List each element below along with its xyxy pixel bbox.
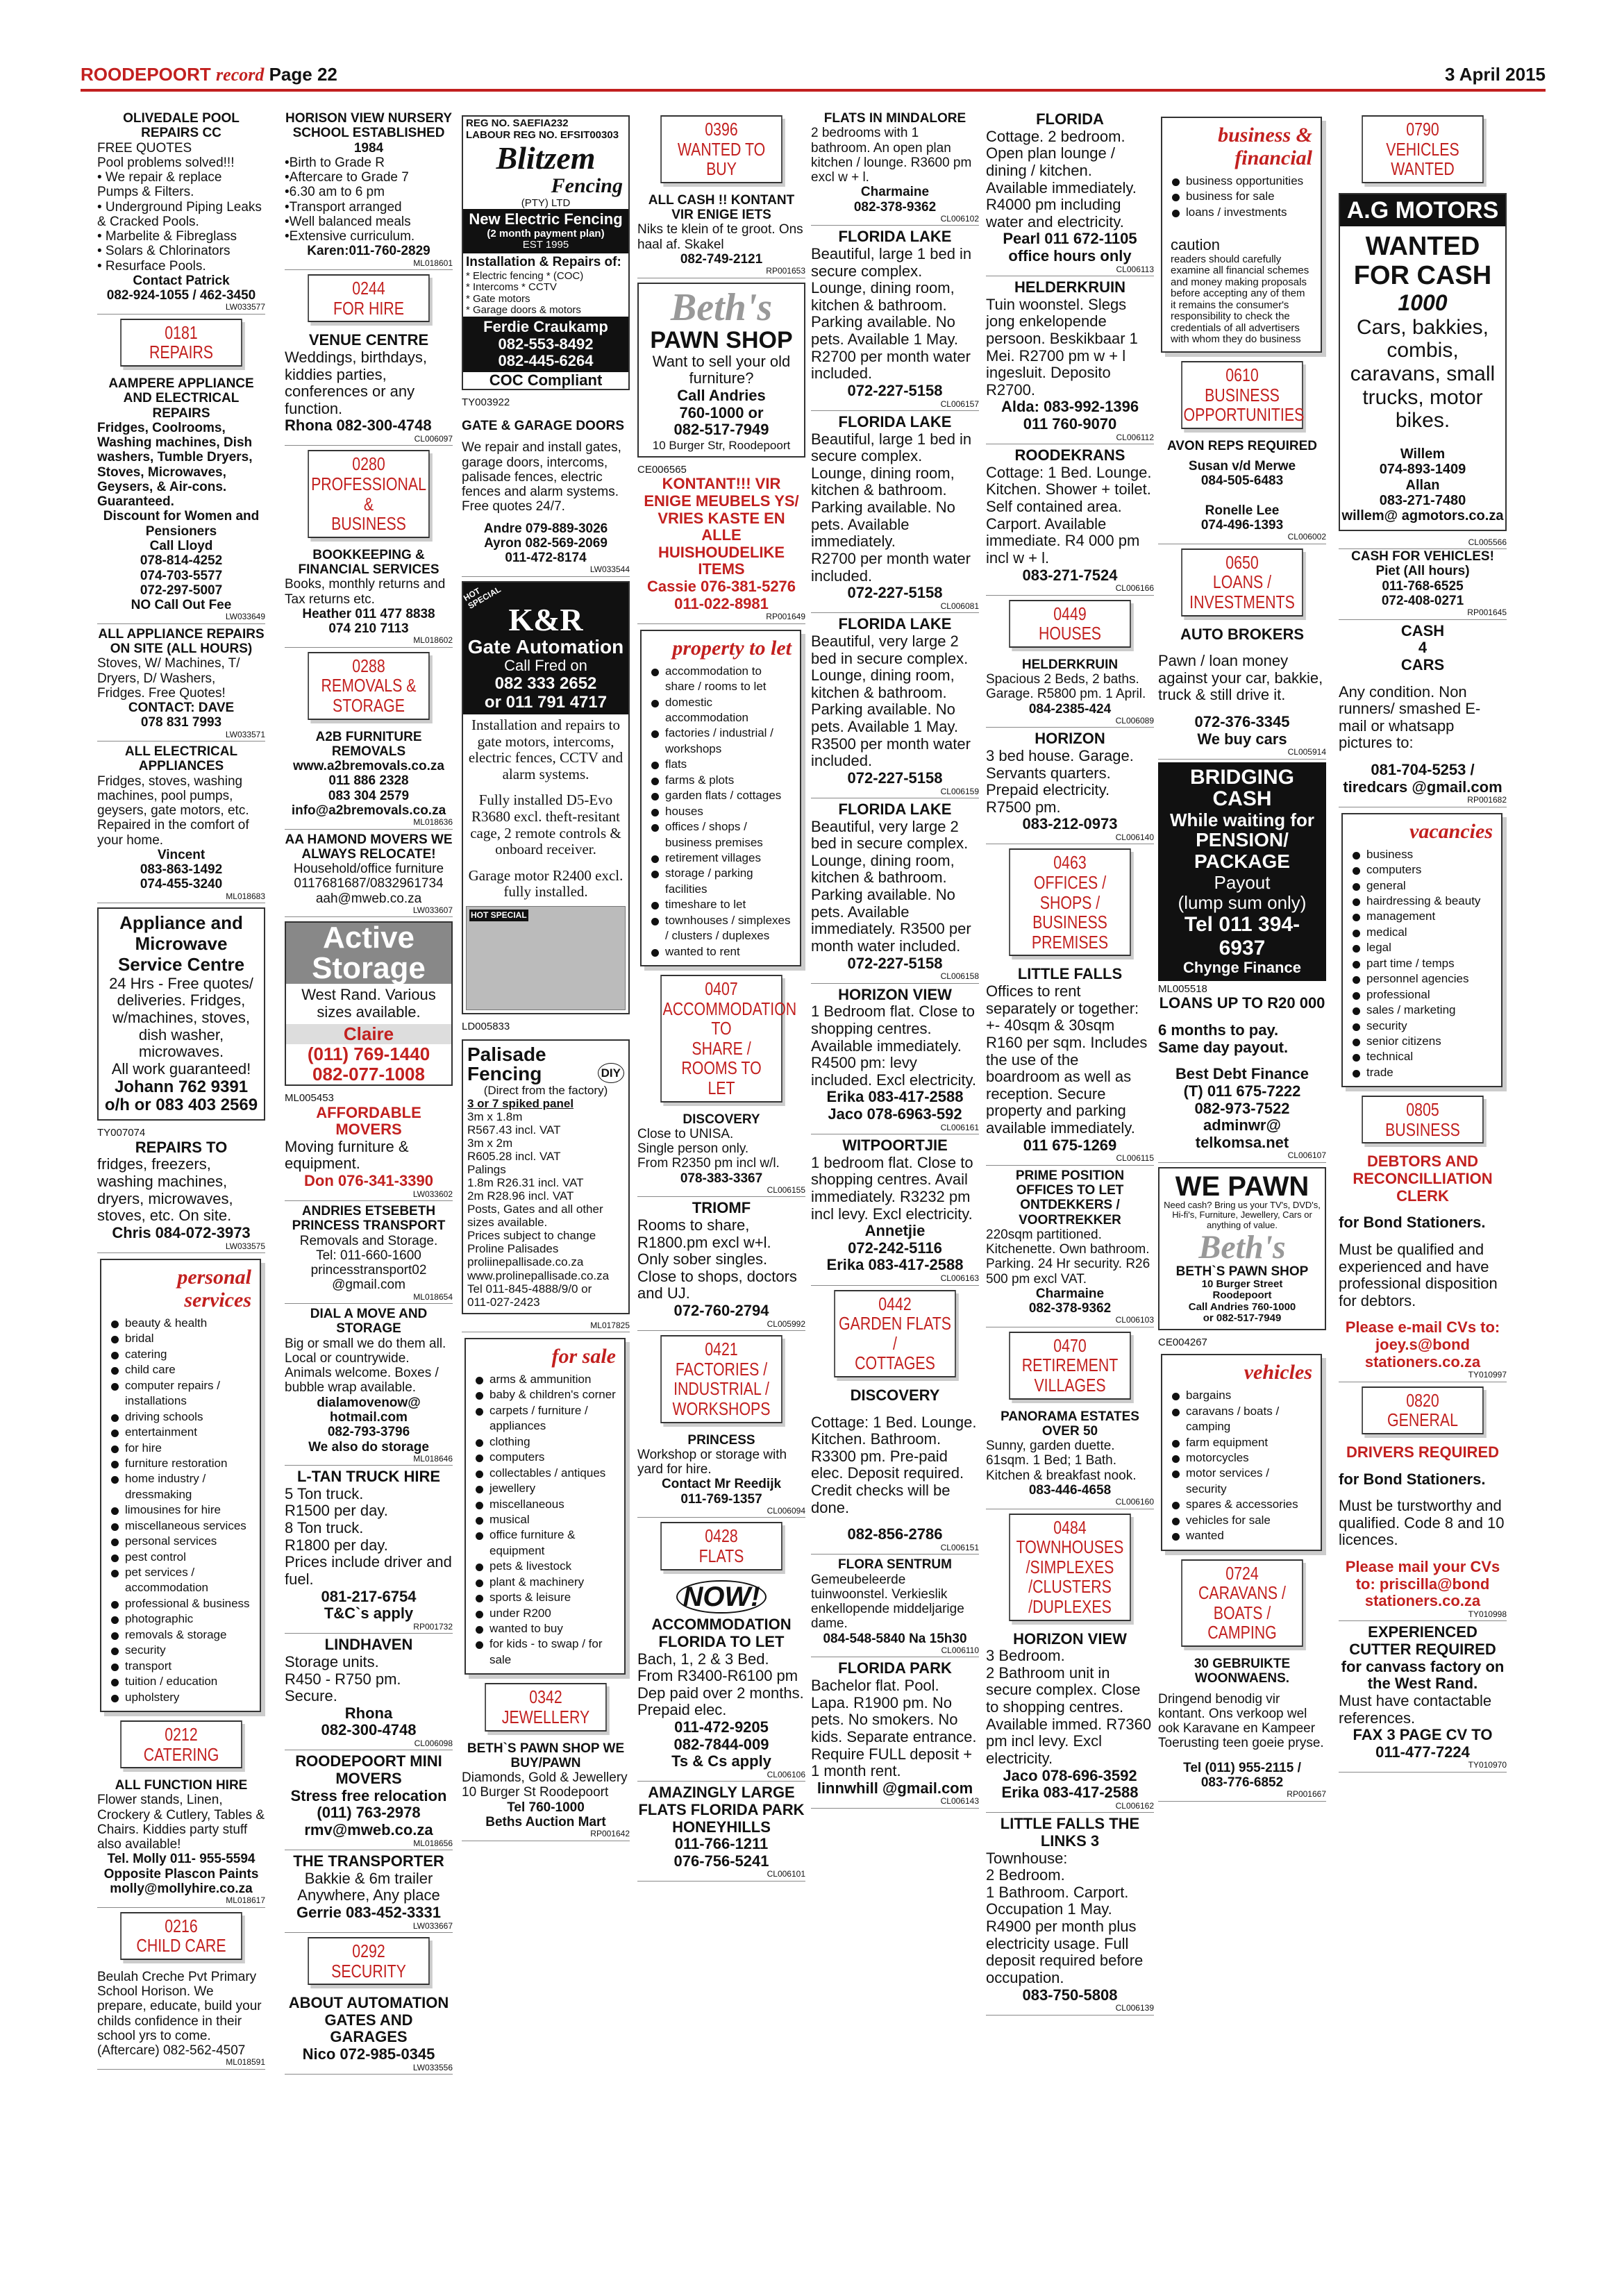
- list-item: motorcycles: [1171, 1450, 1312, 1466]
- price-line: 011-027-2423: [467, 1295, 540, 1309]
- price-line: 1.8m R26.31 incl. VAT: [467, 1176, 584, 1190]
- ad-discovery-cottage: DISCOVERY Cottage: 1 Bed. Lounge. Kitchen. Bathroom. R3300 pm. Pre-paid elec. Deposit required. Credit checks will be done. 082-856-2786 CL006151: [811, 1387, 979, 1555]
- price-line: Proline Palisades: [467, 1242, 559, 1256]
- ad-horizon-view-flat: HORIZON VIEW 1 Bedroom flat. Close to shopping centres. Available immediately. R4500 pm: levy included. Excl electricity. Erika 083-417-2588 Jaco 078-6963-592 CL006161: [811, 987, 979, 1134]
- ad-active-storage: Active Storage West Rand. Various sizes available. Claire (011) 769-1440 082-077-1008: [285, 921, 453, 1086]
- price-line: Posts, Gates and all other sizes available.: [467, 1203, 603, 1230]
- column-4: [637, 111, 805, 1884]
- list-item: miscellaneous services: [110, 1518, 251, 1534]
- list-item: houses: [650, 804, 792, 819]
- ad-venue-centre: VENUE CENTRE Weddings, birthdays, kiddies parties, conferences or any function. Rhona 082-300-4748 CL006097: [285, 332, 453, 446]
- ad-bridging-cash: BRIDGING CASH While waiting for PENSION/ PACKAGE Payout (lump sum only) Tel 011 394-6937 Chynge Finance: [1158, 762, 1326, 981]
- gate-motor-image: HOT SPECIAL: [466, 906, 626, 1010]
- category-professional-business: 0280 PROFESSIONAL & BUSINESS: [308, 450, 429, 537]
- ad-dial-a-move: DIAL A MOVE AND STORAGE Big or small we do them all. Local or countrywide. Animals welcome. Boxes / bubble wrap available. dialamovenow@ hotmail.com 082-793-3796 We also do storage ML018646: [285, 1307, 453, 1466]
- blitzem-logo: Blitzem: [496, 140, 596, 176]
- list-item: factories / industrial / workshops: [650, 726, 792, 757]
- ad-flats-mindalore: FLATS IN MINDALORE 2 bedrooms with 1 bathroom. An open plan kitchen / lounge. R3600 pm excl w + l. Charmaine 082-378-9362 CL006102: [811, 111, 979, 226]
- ad-olivedale-pool: OLIVEDALE POOL REPAIRS CC FREE QUOTES Pool problems solved!!! • We repair & replace Pumps & Filters. • Underground Piping Leaks & Cracked Pools. • Marbelite & Fibreglass • Solars & Chlorinators • Resurface Pools. Contact Patrick 082-924-1055 / 462-3450 LW033577: [97, 111, 265, 315]
- list-item: catering: [110, 1347, 251, 1362]
- issue-date: 3 April 2015: [1444, 64, 1546, 85]
- price-line: www.prolinepallisade.co.za: [467, 1268, 610, 1282]
- category-flats: 0428 FLATS: [660, 1522, 782, 1570]
- column-5: [811, 111, 979, 1811]
- list-item: townhouses / simplexes / clusters / duplexes: [650, 913, 792, 944]
- ad-blitzem-fencing: REG NO. SAEFIA232 LABOUR REG NO. EFSIT00303 Blitzem Fencing (PTY) LTD New Electric Fencing (2 month payment plan) EST 1995 Installation & Repairs of: * Electric fencing * (COC) * Intercoms * CCTV * Gate motors * Garage doors & motors Ferdie Craukamp 082-553-8492 082-445-6264 COC Compliant: [462, 115, 630, 390]
- category-jewellery: 0342 JEWELLERY: [485, 1683, 606, 1731]
- category-accommodation-to-share: 0407 ACCOMMODATION TO SHARE / ROOMS TO LET: [660, 975, 782, 1103]
- list-item: sales / marketing: [1351, 1003, 1493, 1018]
- ad-roodepoort-mini-movers: ROODEPOORT MINI MOVERS Stress free relocation (011) 763-2978 rmv@mweb.co.za ML018656: [285, 1753, 453, 1850]
- list-item: vehicles for sale: [1171, 1513, 1312, 1528]
- list-item: pets & livestock: [474, 1559, 616, 1574]
- list-item: farm equipment: [1171, 1435, 1312, 1450]
- ad-kontant: KONTANT!!! VIR ENIGE MEUBELS YS/ VRIES KASTE EN ALLE HUISHOUDELIKE ITEMS Cassie 076-381-5276 011-022-8981 RP001649: [637, 476, 805, 623]
- ad-horizon-view-unit: HORIZON VIEW 3 Bedroom. 2 Bathroom unit in secure complex. Close to shopping centres. Available immed. R7360 pm incl levy. Excl electricity. Jaco 078-696-3592 Erika 083-417-2588 CL006162: [986, 1631, 1154, 1813]
- list-item: security: [1351, 1019, 1493, 1034]
- column-8: [1339, 111, 1507, 1775]
- section-personal-services: personal services beauty & health bridal catering child care computer repairs / installations driving schools entertainment for hire furniture restoration home industry / dressmaking limousines for hire miscellaneous services personal services pest control pet services / accommodation professional & business photographic removals & storage security transport tuition / education upholstery: [100, 1259, 261, 1712]
- list-item: storage / parking facilities: [650, 866, 792, 897]
- list-item: plant & machinery: [474, 1575, 616, 1590]
- service-line: * Gate motors: [466, 292, 530, 305]
- property-to-let-list: [650, 664, 792, 960]
- price-line: Palings: [467, 1163, 506, 1177]
- list-item: medical: [1351, 925, 1493, 940]
- ad-kr-gate-automation: HOT SPECIAL K&R Gate Automation Call Fred on 082 333 2652 or 011 791 4717 Installation and repairs to gate motors, intercoms, electric fences, CCTV and alarm systems. Fully installed D5-Evo R3680 excl. theft-resitant cage, 2 remote controls & onboard receiver. Garage motor R2400 excl. fully installed. HOT SPECIAL: [462, 581, 630, 1014]
- list-item: timeshare to let: [650, 897, 792, 912]
- list-item: clothing: [474, 1434, 616, 1450]
- ad-debtors-clerk: DEBTORS AND RECONCILLIATION CLERK for Bond Stationers. Must be qualified and experienced and have professional disposition for debtors. Please e-mail CVs to: joey.s@bond stationers.co.za TY010997: [1339, 1153, 1507, 1382]
- list-item: personnel agencies: [1351, 971, 1493, 987]
- category-removals-storage: 0288 REMOVALS & STORAGE: [308, 652, 429, 720]
- list-item: collectables / antiques: [474, 1466, 616, 1481]
- list-item: motor services / security: [1171, 1466, 1312, 1497]
- list-item: miscellaneous: [474, 1497, 616, 1512]
- list-item: retirement villages: [650, 850, 792, 866]
- list-item: furniture restoration: [110, 1456, 251, 1471]
- list-item: office furniture & equipment: [474, 1527, 616, 1559]
- ad-affordable-movers: AFFORDABLE MOVERS Moving furniture & equipment. Don 076-341-3390 LW033602: [285, 1105, 453, 1202]
- beths-logo: Beth's: [1198, 1228, 1286, 1266]
- ad-palisade-fencing: Palisade Fencing DIY (Direct from the factory) 3 or 7 spiked panel 3m x 1.8m R567.43 incl. VAT 3m x 2m R605.28 incl. VAT Palings 1.8m R26.31 incl. VAT 2m R28.96 incl. VAT Posts, Gates and all other sizes available. Prices subject to change Proline Palisades proliinepallisade.co.za www.prolinepallisade.co.za Tel 011-845-4888/9/0 or 011-027-2423: [462, 1039, 630, 1314]
- palisade-prices: [467, 1110, 624, 1308]
- ad-cash-for-vehicles: CASH FOR VEHICLES! Piet (All hours) 011-768-6525 072-408-0271 RP001645: [1339, 549, 1507, 620]
- ad-we-pawn: WE PAWN Need cash? Bring us your TV's, DVD's, Hi-fi's, Furniture, Jewellery, Cars or anything of value. Beth's BETH`S PAWN SHOP 10 Burger Street Roodepoort Call Andries 760-1000 or 082-517-7949: [1158, 1167, 1326, 1330]
- list-item: tuition / education: [110, 1674, 251, 1689]
- list-item: computer repairs / installations: [110, 1378, 251, 1409]
- list-item: bridal: [110, 1331, 251, 1346]
- blitzem-services: [463, 271, 628, 317]
- list-item: wanted: [1171, 1528, 1312, 1543]
- list-item: beauty & health: [110, 1316, 251, 1331]
- list-item: hairdressing & beauty: [1351, 894, 1493, 909]
- list-item: farms & plots: [650, 773, 792, 788]
- ad-experienced-cutter: EXPERIENCED CUTTER REQUIRED for canvass factory on the West Rand. Must have contactable references. FAX 3 PAGE CV TO 011-477-7224 TY010970: [1339, 1624, 1507, 1772]
- ad-panorama-estates: PANORAMA ESTATES OVER 50 Sunny, garden duette. 61sqm. 1 Bed; 1 Bath. Kitchen & breakfast nook. 083-446-4658 CL006160: [986, 1409, 1154, 1509]
- masthead: ROODEPOORT record Page 22: [81, 64, 337, 85]
- category-security: 0292 SECURITY: [308, 1937, 429, 1985]
- price-line: Prices subject to change: [467, 1229, 596, 1243]
- category-business-opportunities: 0610 BUSINESS OPPORTUNITIES: [1181, 361, 1303, 429]
- ad-florida-lake-2: FLORIDA LAKE Beautiful, large 1 bed in secure complex. Lounge, dining room, kitchen & bathroom. Parking available. No pets. Available immediately. R2700 per month water included. 072-227-5158 CL006081: [811, 414, 979, 613]
- list-item: jewellery: [474, 1481, 616, 1496]
- ad-bookkeeping: BOOKKEEPING & FINANCIAL SERVICES Books, monthly returns and Tax returns etc. Heather 011 477 8838 074 210 7113 ML018602: [285, 548, 453, 648]
- ad-triomf: TRIOMF Rooms to share, R1800.pm excl w+l. Only sober singles. Close to shops, doctors and UJ. 072-760-2794 CL005992: [637, 1200, 805, 1331]
- ad-florida-lake-1: FLORIDA LAKE Beautiful, large 1 bed in secure complex. Lounge, dining room, kitchen & bathroom. Parking available. No pets. Available 1 May. R2700 per month water included. 072-227-5158 CL006157: [811, 228, 979, 411]
- list-item: transport: [110, 1659, 251, 1674]
- ref: ML005518: [1158, 982, 1207, 995]
- list-item: business for sale: [1171, 189, 1312, 204]
- ad-all-electrical: ALL ELECTRICAL APPLIANCES Fridges, stoves, washing machines, pool pumps, geysers, gate motors, etc. Repaired in the comfort of your home. Vincent 083-863-1492 074-455-3240 ML018683: [97, 744, 265, 903]
- category-loans-investments: 0650 LOANS / INVESTMENTS: [1181, 548, 1303, 617]
- list-item: pet services / accommodation: [110, 1565, 251, 1596]
- list-item: part time / temps: [1351, 956, 1493, 971]
- list-item: spares & accessories: [1171, 1497, 1312, 1512]
- ad-princess-workshop: PRINCESS Workshop or storage with yard for hire. Contact Mr Reedijk 011-769-1357 CL006094: [637, 1433, 805, 1518]
- column-6: [986, 111, 1154, 2018]
- list-item: photographic: [110, 1611, 251, 1627]
- list-item: under R200: [474, 1606, 616, 1621]
- ad-roodekrans: ROODEKRANS Cottage: 1 Bed. Lounge. Kitchen. Shower + toilet. Self contained area. Carport. Available immediate. R4 000 pm incl w + l. 083-271-7524 CL006166: [986, 447, 1154, 595]
- list-item: driving schools: [110, 1409, 251, 1425]
- list-item: flats: [650, 757, 792, 772]
- list-item: home industry / dressmaking: [110, 1471, 251, 1502]
- ad-prime-position: PRIME POSITION OFFICES TO LET ONTDEKKERS / VOORTREKKER 220sqm partitioned. Kitchenette. Own bathroom. Parking. 24 Hr security. R26 500 pm excl VAT. Charmaine 082-378-9362 CL006103: [986, 1168, 1154, 1327]
- list-item: offices / shops / business premises: [650, 819, 792, 850]
- list-item: computers: [474, 1450, 616, 1465]
- service-line: * Garage doors & motors: [466, 304, 581, 317]
- ref: LD005833: [462, 1020, 510, 1032]
- category-general: 0820 GENERAL: [1362, 1386, 1483, 1434]
- ad-loans-up-to: LOANS UP TO R20 000 6 months to pay. Same day payout. Best Debt Finance (T) 011 675-7222 082-973-7522 adminwr@ telkomsa.net CL006107: [1158, 995, 1326, 1162]
- ad-repairs-to: REPAIRS TO fridges, freezers, washing machines, dryers, microwaves, stoves, etc. On site. Chris 084-072-3973 LW033575: [97, 1139, 265, 1253]
- list-item: computers: [1351, 862, 1493, 878]
- ad-amazingly-large-flats: AMAZINGLY LARGE FLATS FLORIDA PARK HONEYHILLS 011-766-1211 076-756-5241 CL006101: [637, 1784, 805, 1882]
- ref: TY007074: [97, 1127, 146, 1139]
- list-item: general: [1351, 878, 1493, 894]
- list-item: loans / investments: [1171, 205, 1312, 220]
- ad-avon-reps: AVON REPS REQUIRED Susan v/d Merwe 084-505-6483 Ronelle Lee 074-496-1393 CL006002: [1158, 439, 1326, 544]
- column-3: [462, 111, 630, 1844]
- ad-ag-motors: A.G MOTORS WANTED FOR CASH 1000 Cars, bakkies, combis, caravans, small trucks, motor bikes. Willem 074-893-1409 Allan 083-271-7480 willem@ agmotors.co.za: [1339, 193, 1507, 531]
- list-item: trade: [1351, 1065, 1493, 1080]
- list-item: domestic accommodation: [650, 695, 792, 726]
- ad-princess-transport: ANDRIES ETSEBETH PRINCESS TRANSPORT Removals and Storage. Tel: 011-660-1600 princesstransport02 @gmail.com ML018654: [285, 1204, 453, 1304]
- header-rule: [81, 89, 1546, 92]
- category-vehicles-wanted: 0790 VEHICLES WANTED: [1362, 115, 1483, 183]
- list-item: wanted to buy: [474, 1621, 616, 1636]
- category-factories: 0421 FACTORIES / INDUSTRIAL / WORKSHOPS: [660, 1335, 782, 1423]
- list-item: upholstery: [110, 1690, 251, 1705]
- section-vacancies: vacancies business computers general hairdressing & beauty management medical legal part time / temps personnel agencies professional sales / marketing security senior citizens technical trade: [1341, 813, 1502, 1088]
- category-wanted-to-buy: 0396 WANTED TO BUY: [660, 115, 782, 183]
- list-item: for hire: [110, 1441, 251, 1456]
- category-repairs: 0181 REPAIRS: [120, 319, 242, 367]
- active-storage-logo: Active Storage: [286, 923, 451, 984]
- list-item: personal services: [110, 1534, 251, 1549]
- ad-flora-sentrum: FLORA SENTRUM Gemeubeleerde tuinwoonstel. Verkieslik enkellopende middeljarige dame. 084-548-5840 Na 15h30 CL006110: [811, 1557, 979, 1657]
- for-sale-list: [474, 1372, 616, 1668]
- ref: TY003922: [462, 396, 510, 409]
- ad-helderkruin-house: HELDERKRUIN Spacious 2 Beds, 2 baths. Garage. R5800 pm. 1 April. 084-2385-424 CL006089: [986, 657, 1154, 728]
- ad-horizon-house: HORIZON 3 bed house. Garage. Servants quarters. Prepaid electricity. R7500 pm. 083-212-0973 CL006140: [986, 730, 1154, 844]
- list-item: business: [1351, 847, 1493, 862]
- price-line: 3m x 1.8m: [467, 1110, 523, 1124]
- ad-gebruikte-woonwaens: 30 GEBRUIKTE WOONWAENS. Dringend benodig vir kontant. Ons verkoop wel ook Karavane en Kampeer Toerusting teen goeie pryse. Tel (011) 955-2115 / 083-776-6852 RP001667: [1158, 1657, 1326, 1802]
- category-business: 0805 BUSINESS: [1362, 1096, 1483, 1143]
- ad-lindhaven: LINDHAVEN Storage units. R450 - R750 pm. Secure. Rhona 082-300-4748 CL006098: [285, 1636, 453, 1750]
- section-business-financial: business & financial business opportunities business for sale loans / investments caution readers should carefully examine all financial schemes and money making proposals before accepting any of them it remains the consumer's responsibility to check the credentials of all advertisers with whom they do business: [1161, 117, 1322, 353]
- ad-horison-nursery: HORISON VIEW NURSERY SCHOOL ESTABLISHED 1984 •Birth to Grade R •Aftercare to Grade 7 •6.30 am to 6 pm •Transport arranged •Well balanced meals •Extensive curriculum. Karen:011-760-2829 ML018601: [285, 111, 453, 270]
- section-property-to-let: property to let accommodation to share / rooms to let domestic accommodation factories / industrial / workshops flats farms & plots garden flats / cottages houses offices / shops / business premises retirement villages storage / parking facilities timeshare to let townhouses / simplexes / clusters / duplexes wanted to rent: [640, 630, 801, 966]
- ad-florida-park: FLORIDA PARK Bachelor flat. Pool. Lapa. R1900 pm. No pets. No smokers. No kids. Separate entrance. Require FULL deposit + 1 month rent. linnwhill @gmail.com CL006143: [811, 1660, 979, 1808]
- ad-the-transporter: THE TRANSPORTER Bakkie & 6m trailer Anywhere, Any place Gerrie 083-452-3331 LW033667: [285, 1853, 453, 1933]
- list-item: limousines for hire: [110, 1502, 251, 1518]
- list-item: wanted to rent: [650, 944, 792, 960]
- category-houses: 0449 HOUSES: [1009, 600, 1130, 648]
- list-item: pest control: [110, 1550, 251, 1565]
- list-item: arms & ammunition: [474, 1372, 616, 1387]
- ref: ML017825: [462, 1321, 630, 1332]
- ref: CE006565: [637, 463, 687, 476]
- list-item: for kids - to swap / for sale: [474, 1636, 616, 1668]
- list-item: technical: [1351, 1049, 1493, 1064]
- price-line: R567.43 incl. VAT: [467, 1123, 561, 1137]
- section-vehicles: vehicles bargains caravans / boats / camping farm equipment motorcycles motor services / security spares & accessories vehicles for sale wanted: [1161, 1354, 1322, 1550]
- list-item: legal: [1351, 940, 1493, 955]
- category-townhouses: 0484 TOWNHOUSES /SIMPLEXES /CLUSTERS /DUPLEXES: [1009, 1514, 1130, 1621]
- ad-beulah-creche: Beulah Creche Pvt Primary School Horison. We prepare, educate, build your childs confidence in their school yrs to come. (Aftercare) 082-562-4507 ML018591: [97, 1970, 265, 2070]
- ad-beths-pawn-shop: Beth's PAWN SHOP Want to sell your old furniture? Call Andries 760-1000 or 082-517-7949 10 Burger Str, Roodepoort: [637, 283, 805, 458]
- category-catering: 0212 CATERING: [120, 1720, 242, 1768]
- vehicles-list: [1171, 1388, 1312, 1543]
- ad-beths-jewellery: BETH`S PAWN SHOP WE BUY/PAWN Diamonds, Gold & Jewellery 10 Burger St Roodepoort Tel 760-1000 Beths Auction Mart RP001642: [462, 1741, 630, 1841]
- category-garden-flats: 0442 GARDEN FLATS / COTTAGES: [834, 1290, 955, 1377]
- ad-accommodation-florida: ACCOMMODATION FLORIDA TO LET Bach, 1, 2 & 3 Bed. From R3400-R6100 pm Dep paid over 2 months. Prepaid elec. 011-472-9205 082-7844-009 Ts & Cs apply CL006106: [637, 1616, 805, 1782]
- category-child-care: 0216 CHILD CARE: [120, 1912, 242, 1960]
- ad-all-cash: ALL CASH !! KONTANT VIR ENIGE IETS Niks te klein of te groot. Ons haal af. Skakel 082-749-2121 RP001653: [637, 193, 805, 278]
- ad-function-hire: ALL FUNCTION HIRE Flower stands, Linen, Crockery & Cutlery, Tables & Chairs. Kiddies party stuff also available! Tel. Molly 011- 955-5594 Opposite Plascon Paints molly@mollyhire.co.za ML018617: [97, 1778, 265, 1908]
- ad-a2b-removals: A2B FURNITURE REMOVALS www.a2bremovals.co.za 011 886 2328 083 304 2579 info@a2bremovals.co.za ML018636: [285, 730, 453, 830]
- ad-florida-lake-3: FLORIDA LAKE Beautiful, very large 2 bed in secure complex. Lounge, dining room, kitchen & bathroom. Parking available. No pets. Available 1 May. R3500 per month water included. 072-227-5158 CL006159: [811, 616, 979, 798]
- ad-appliance-microwave: Appliance and Microwave Service Centre 24 Hrs - Free quotes/ deliveries. Fridges, w/machines, stoves, dish washer, microwaves. All work guaranteed! Johann 762 9391 o/h or 083 403 2569: [97, 907, 265, 1121]
- personal-services-list: [110, 1316, 251, 1705]
- category-retirement-villages: 0470 RETIREMENT VILLAGES: [1009, 1332, 1130, 1400]
- list-item: bargains: [1171, 1388, 1312, 1403]
- category-offices-shops: 0463 OFFICES / SHOPS / BUSINESS PREMISES: [1009, 848, 1130, 956]
- service-line: * Electric fencing * (COC): [466, 269, 584, 282]
- list-item: removals & storage: [110, 1627, 251, 1643]
- ad-aampere: AAMPERE APPLIANCE AND ELECTRICAL REPAIRS Fridges, Coolrooms, Washing machines, Dish washers, Tumble Dryers, Stoves, Microwaves, Geysers, & Air-cons. Guaranteed. Discount for Women and Pensioners Call Lloyd 078-814-4252 074-703-5577 072-297-5007 NO Call Out Fee LW033649: [97, 376, 265, 624]
- list-item: musical: [474, 1512, 616, 1527]
- vacancies-list: [1351, 847, 1493, 1081]
- ad-witpoortjie: WITPOORTJIE 1 bedroom flat. Close to shopping centres. Avail immediately. R3232 pm incl levy. Excl electricity. Annetjie 072-242-5116 Erika 083-417-2588 CL006163: [811, 1137, 979, 1285]
- ad-l-tan-truck: L-TAN TRUCK HIRE 5 Ton truck. R1500 per day. 8 Ton truck. R1800 per day. Prices include driver and fuel. 081-217-6754 T&C`s apply RP001732: [285, 1468, 453, 1634]
- service-line: * Intercoms * CCTV: [466, 281, 557, 294]
- ad-aa-hamond: AA HAMOND MOVERS WE ALWAYS RELOCATE! Household/office furniture 0117681687/0832961734 aah@mweb.co.za LW033607: [285, 832, 453, 918]
- list-item: professional: [1351, 987, 1493, 1003]
- column-2: [285, 111, 453, 2077]
- business-financial-list: [1171, 174, 1312, 220]
- list-item: carpets / furniture / appliances: [474, 1403, 616, 1434]
- ref: ML005453: [285, 1092, 334, 1105]
- ref: CE004267: [1158, 1336, 1207, 1348]
- beths-logo: Beth's: [670, 285, 773, 329]
- ad-helderkruin-tuin: HELDERKRUIN Tuin woonstel. Slegs jong enkelopende persoon. Beskikbaar 1 Mei. R2700 pm w + l ingesluit. Deposito R2700. Alda: 083-992-1396 011 760-9070 CL006112: [986, 279, 1154, 444]
- price-line: proliinepallisade.co.za: [467, 1255, 584, 1269]
- list-item: child care: [110, 1362, 251, 1377]
- section-for-sale: for sale arms & ammunition baby & children's corner carpets / furniture / appliances clothing computers collectables / antiques jewellery miscellaneous musical office furniture & equipment pets & livestock plant & machinery sports & leisure under R200 wanted to buy for kids - to swap / for sale: [464, 1338, 626, 1675]
- ref: CL005566: [1339, 538, 1507, 549]
- price-line: Tel 011-845-4888/9/0 or: [467, 1282, 592, 1296]
- list-item: security: [110, 1643, 251, 1658]
- price-line: 3m x 2m: [467, 1137, 513, 1150]
- ad-gate-garage-doors: GATE & GARAGE DOORS We repair and install gates, garage doors, intercoms, palisade fences, electric fences and alarm systems. Free quotes 24/7. Andre 079-889-3026 Ayron 082-569-2069 011-472-8174 LW033544: [462, 419, 630, 577]
- list-item: senior citizens: [1351, 1034, 1493, 1049]
- price-line: R605.28 incl. VAT: [467, 1150, 561, 1164]
- price-line: 2m R28.96 incl. VAT: [467, 1189, 574, 1203]
- ad-discovery-rooms: DISCOVERY Close to UNISA. Single person only. From R2350 pm incl w/l. 078-383-3367 CL006155: [637, 1112, 805, 1198]
- ad-drivers-required: DRIVERS REQUIRED for Bond Stationers. Must be turstworthy and qualified. Code 8 and 10 licences. Please mail your CVs to: priscilla@bond stationers.co.za TY010998: [1339, 1444, 1507, 1621]
- ad-all-appliance: ALL APPLIANCE REPAIRS ON SITE (ALL HOURS) Stoves, W/ Machines, T/ Dryers, D/ Washers, Fridges. Free Quotes! CONTACT: DAVE 078 831 7993 LW033571: [97, 627, 265, 741]
- now-badge: NOW!: [676, 1580, 767, 1614]
- ad-about-automation: ABOUT AUTOMATION GATES AND GARAGES Nico 072-985-0345 LW033556: [285, 1995, 453, 2075]
- list-item: sports & leisure: [474, 1590, 616, 1605]
- ad-little-falls-offices: LITTLE FALLS Offices to rent separately or together: +- 40sqm & 30sqm R160 per sqm. Includes the use of the boardroom as well as reception. Secure property and parking available immediately. 011 675-1269 CL006115: [986, 966, 1154, 1165]
- category-caravans: 0724 CARAVANS / BOATS / CAMPING: [1181, 1559, 1303, 1647]
- ad-auto-brokers: AUTO BROKERS Pawn / loan money against your car, bakkie, truck & still drive it. 072-376-3345 We buy cars CL005914: [1158, 626, 1326, 760]
- ad-cash-4-cars: CASH 4 CARS Any condition. Non runners/ smashed E-mail or whatsapp pictures to: 081-704-5253 / tiredcars @gmail.com RP001682: [1339, 623, 1507, 807]
- list-item: accommodation to share / rooms to let: [650, 664, 792, 695]
- list-item: caravans / boats / camping: [1171, 1404, 1312, 1435]
- column-1: [97, 111, 265, 2072]
- list-item: professional & business: [110, 1596, 251, 1611]
- list-item: management: [1351, 909, 1493, 924]
- list-item: business opportunities: [1171, 174, 1312, 189]
- list-item: garden flats / cottages: [650, 788, 792, 803]
- list-item: entertainment: [110, 1425, 251, 1440]
- page-header: [81, 64, 1546, 92]
- list-item: baby & children's corner: [474, 1387, 616, 1402]
- ad-florida-cottage: FLORIDA Cottage. 2 bedroom. Open plan lounge / dining / kitchen. Available immediately. R4000 pm including water and electricity. Pearl 011 672-1105 office hours only CL006113: [986, 111, 1154, 276]
- ad-florida-lake-4: FLORIDA LAKE Beautiful, very large 2 bed in secure complex. Lounge, dining room, kitchen & bathroom. Parking available. No pets. Available immediately. R3500 per month water included. 072-227-5158 CL006158: [811, 801, 979, 984]
- category-for-hire: 0244 FOR HIRE: [308, 274, 429, 322]
- column-7: [1158, 111, 1326, 1804]
- ad-little-falls-links: LITTLE FALLS THE LINKS 3 Townhouse: 2 Bedroom. 1 Bathroom. Carport. Occupation 1 May. R4900 per month plus electricity usage. Full deposit required before occupation. 083-750-5808 CL006139: [986, 1816, 1154, 2015]
